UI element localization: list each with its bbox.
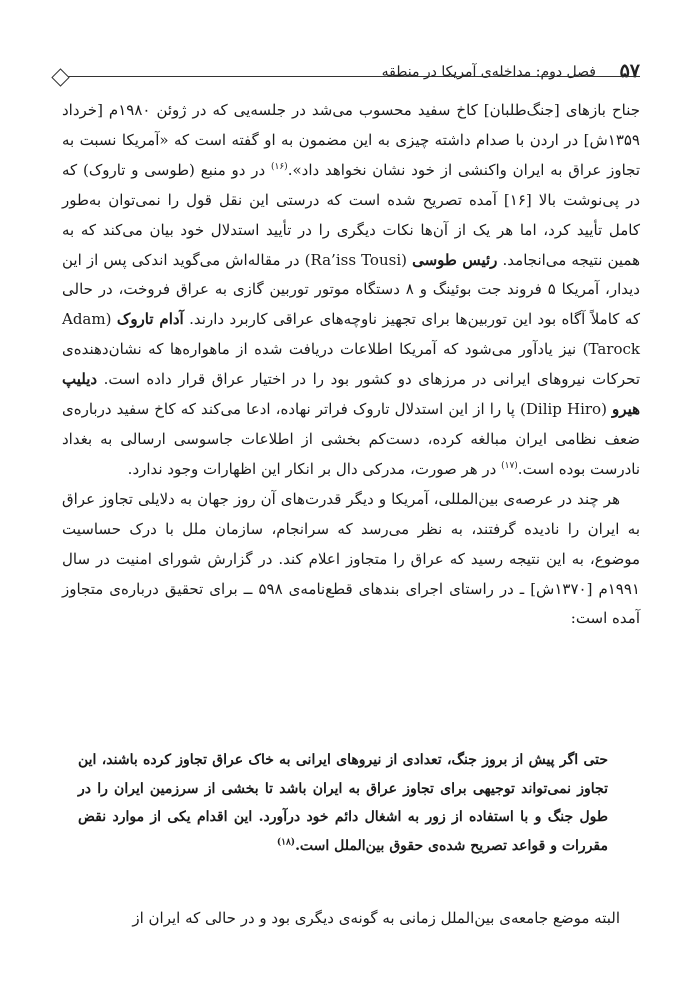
- footnote-ref-17: (۱۷): [501, 460, 518, 471]
- page-header: [60, 56, 640, 92]
- block-quote: [78, 746, 608, 860]
- footnote-ref-18: (۱۸): [276, 836, 296, 847]
- body-text-continued: [62, 904, 640, 934]
- chapter-title: فصل دوم: مداخله‌ی آمریکا در منطقه: [381, 64, 596, 80]
- paragraph-2: هر چند در عرصه‌ی بین‌المللی، آمریکا و دیگر قدرت‌های آن روز جهان به دلایلی تجاوز عراق به ایران را نادیده گرفتند، به نظر می‌رسد که سرانجام، سازمان ملل با درک حساسیت موضوع، به این نتیجه رسید که عراق را متجاوز اعلام کند. در گزارش شورای امنیت در سال ۱۹۹۱م [۱۳۷۰ش] ـ در راستای اجرای بندهای قطع‌نامه‌ی ۵۹۸ ــ برای تحقیق درباره‌ی متجاوز آمده است:: [62, 489, 640, 628]
- paragraph-3: البته موضع جامعه‌ی بین‌الملل زمانی به گونه‌ی دیگری بود و در حالی که ایران از: [132, 909, 620, 927]
- paragraph-1: جناح بازهای [جنگ‌طلبان] کاخ سفید محسوب می‌شد در جلسه‌یی که در ژوئن ۱۹۸۰م [خرداد ۱۳۵۹ش] در اردن با صدام داشته چیزی به این مضمون به او گفته است که «آمریکا نسبت به تجاوز عراق به ایران واکنشی از خود نشان نخواهد داد».$^{(۱۶)}$ در دو منبع (طوسی و تاروک) که در پی‌نوشت بالا [۱۶] آمده تصریح شده است که درستی این نقل قول را نمی‌توان به‌طور کامل تأیید کرد، اما هر یک از آن‌ها نکات دیگری را در تأیید استدلال خود بیان می‌کند که به همین نتیجه می‌انجامد. رئیس طوسی (Ra’iss Tousi) در مقاله‌اش می‌گوید اندکی پس از این دیدار، آمریکا ۵ فروند جت بوئینگ و ۸ دستگاه موتور توربین گازی به عراق فروخت، در حالی که کاملاً آگاه بود این توربین‌ها برای تجهیز ناوچه‌های عراقی کاربرد دارند. آدام تاروک (Adam Tarock) نیز یادآور می‌شود که آمریکا اطلاعات دریافت شده از ماهواره‌ها که نشان‌دهنده‌ی تحرکات نیروهای ایرانی در مرزهای دو کشور بود را در اختیار عراق قرار داده است. دیلیپ هیرو (Dilip Hiro) پا را از این استدلال تاروک فراتر نهاده، ادعا می‌کند که کاخ سفید درباره‌ی ضعف نظامی ایران مبالغه کرده، دست‌کم بخشی از اطلاعات جاسوسی ارسالی به بغداد نادرست بوده است.$^{(۱۷)}$ در هر صورت، مدرکی دال بر انکار این اظهارات وجود ندارد.: [62, 101, 641, 478]
- page-number: ۵۷: [619, 60, 640, 82]
- name-dilip-hiro: دیلیپ هیرو: [62, 370, 641, 419]
- name-adam-tarock: آدام تاروک: [116, 310, 184, 329]
- header-rule: [60, 76, 640, 77]
- body-text: [62, 96, 640, 634]
- footnote-ref-16: (۱۶): [270, 161, 288, 172]
- name-raiss-tousi: رئیس طوسی: [412, 250, 498, 269]
- quote-text: حتی اگر پیش از بروز جنگ، تعدادی از نیروهای ایرانی به خاک عراق تجاوز کرده باشند، این تجاوز نمی‌تواند توجیهی برای تجاوز عراق به ایران باشد تا بخشی از سرزمین ایران را در طول جنگ و با استفاده از زور به اشغال دائم خود درآورد. این اقدام یکی از موارد نقض مقررات و قواعد تصریح شده‌ی حقوق بین‌الملل است.$^{(۱۸)}$: [78, 752, 608, 854]
- diamond-ornament-icon: [51, 68, 69, 86]
